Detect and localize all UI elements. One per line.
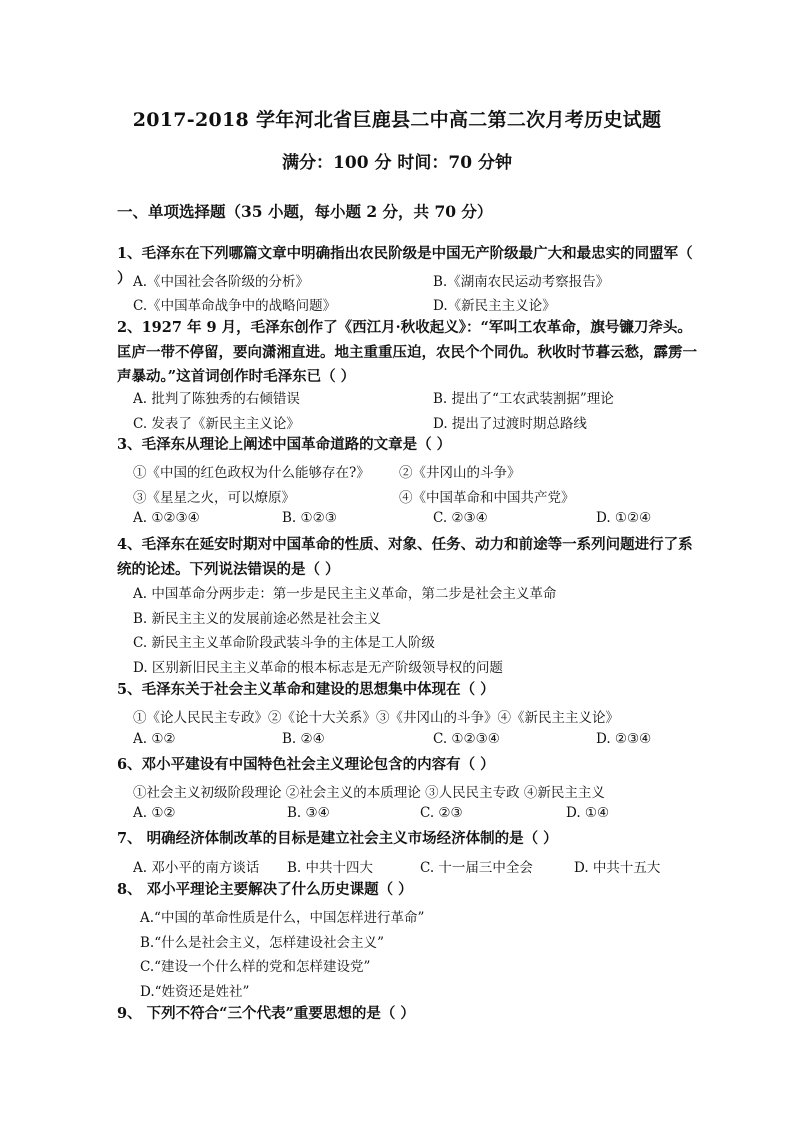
question-4-option-c: C. 新民主主义革命阶段武装斗争的主体是工人阶级 xyxy=(133,635,435,651)
question-6-option-b: B. ③④ xyxy=(287,805,330,821)
question-4-stem: 4、毛泽东在延安时期对中国革命的性质、对象、任务、动力和前途等一系列问题进行了系统的论述。下列说法错误的是（ ） xyxy=(117,536,693,578)
question-3-item-4: ④《中国革命和中国共产党》 xyxy=(399,490,575,506)
question-8-stem: 8、 邓小平理论主要解决了什么历史课题（ ） xyxy=(117,881,413,898)
question-6-option-d: D. ①④ xyxy=(566,805,610,821)
question-2-option-c: C. 发表了《新民主主义论》 xyxy=(133,416,300,432)
question-1-stem: 1、毛泽东在下列哪篇文章中明确指出农民阶级是中国无产阶级最广大和最忠实的同盟军（ ） xyxy=(117,245,693,287)
question-6-option-c: C. ②③ xyxy=(420,805,463,821)
section-heading: 一、单项选择题（35 小题，每小题 2 分，共 70 分） xyxy=(117,202,493,221)
question-8-option-c: C.“建设一个什么样的党和怎样建设党” xyxy=(140,959,371,975)
question-1-option-c: C.《中国革命战争中的战略问题》 xyxy=(133,298,337,314)
question-5-option-c: C. ①②③④ xyxy=(433,731,500,747)
exam-subtitle: 满分：100 分 时间：70 分钟 xyxy=(282,153,512,173)
question-3-stem: 3、毛泽东从理论上阐述中国革命道路的文章是（ ） xyxy=(117,436,452,453)
question-4-option-d: D. 区别新旧民主主义革命的根本标志是无产阶级领导权的问题 xyxy=(133,660,503,676)
question-1-option-b: B.《湖南农民运动考察报告》 xyxy=(433,274,610,290)
question-5-stem: 5、毛泽东关于社会主义革命和建设的思想集中体现在（ ） xyxy=(117,681,495,698)
question-6-option-a: A. ①② xyxy=(133,805,176,821)
question-3-option-c: C. ②③④ xyxy=(433,510,488,526)
question-5-option-a: A. ①② xyxy=(133,731,176,747)
question-4-option-b: B. 新民主主义的发展前途必然是社会主义 xyxy=(133,611,382,627)
question-3-option-b: B. ①②③ xyxy=(282,510,337,526)
question-3-option-d: D. ①②④ xyxy=(596,510,652,526)
question-3-option-a: A. ①②③④ xyxy=(133,510,200,526)
exam-title: 2017-2018 学年河北省巨鹿县二中高二第二次月考历史试题 xyxy=(132,109,662,131)
question-2-option-a: A. 批判了陈独秀的右倾错误 xyxy=(133,391,300,407)
question-7-option-a: A. 邓小平的南方谈话 xyxy=(133,860,260,876)
question-5-option-d: D. ②③④ xyxy=(596,731,652,747)
question-7-stem: 7、 明确经济体制改革的目标是建立社会主义市场经济体制的是（ ） xyxy=(117,830,558,847)
question-7-option-d: D. 中共十五大 xyxy=(574,860,661,876)
question-1-option-d: D.《新民主主义论》 xyxy=(433,298,556,314)
question-8-option-b: B.“什么是社会主义，怎样建设社会主义” xyxy=(140,935,385,951)
question-4-option-a: A. 中国革命分两步走：第一步是民主主义革命，第二步是社会主义革命 xyxy=(133,586,557,602)
question-3-item-3: ③《星星之火，可以燎原》 xyxy=(133,490,295,506)
question-7-option-c: C. 十一届三中全会 xyxy=(420,860,533,876)
question-2-option-b: B. 提出了“工农武装割据”理论 xyxy=(433,391,614,407)
question-3-item-1: ①《中国的红色政权为什么能够存在?》 xyxy=(133,465,370,481)
question-5-option-b: B. ②④ xyxy=(282,731,325,747)
question-9-stem: 9、 下列不符合“三个代表”重要思想的是（ ） xyxy=(117,1005,415,1022)
question-8-option-d: D.“姓资还是姓社” xyxy=(140,984,250,1000)
question-5-items: ①《论人民民主专政》②《论十大关系》③《井冈山的斗争》④《新民主主义论》 xyxy=(133,710,619,726)
question-6-stem: 6、邓小平建设有中国特色社会主义理论包含的内容有（ ） xyxy=(117,756,495,773)
question-7-option-b: B. 中共十四大 xyxy=(287,860,374,876)
question-8-option-a: A.“中国的革命性质是什么，中国怎样进行革命” xyxy=(140,910,425,926)
question-1-option-a: A.《中国社会各阶级的分析》 xyxy=(133,274,310,290)
question-6-items: ①社会主义初级阶段理论 ②社会主义的本质理论 ③人民民主专政 ④新民主主义 xyxy=(133,785,605,801)
question-3-item-2: ②《井冈山的斗争》 xyxy=(399,465,521,481)
question-2-stem: 2、1927 年 9 月，毛泽东创作了《西江月·秋收起义》：“军叫工农革命，旗号镰刀斧头。匡庐一带不停留，要向潇湘直进。地主重重压迫，农民个个同仇。秋收时节暮云愁，霹雳一声暴动。”这首词创作时毛泽东已（ ） xyxy=(117,319,697,385)
question-2-option-d: D. 提出了过渡时期总路线 xyxy=(433,416,587,432)
